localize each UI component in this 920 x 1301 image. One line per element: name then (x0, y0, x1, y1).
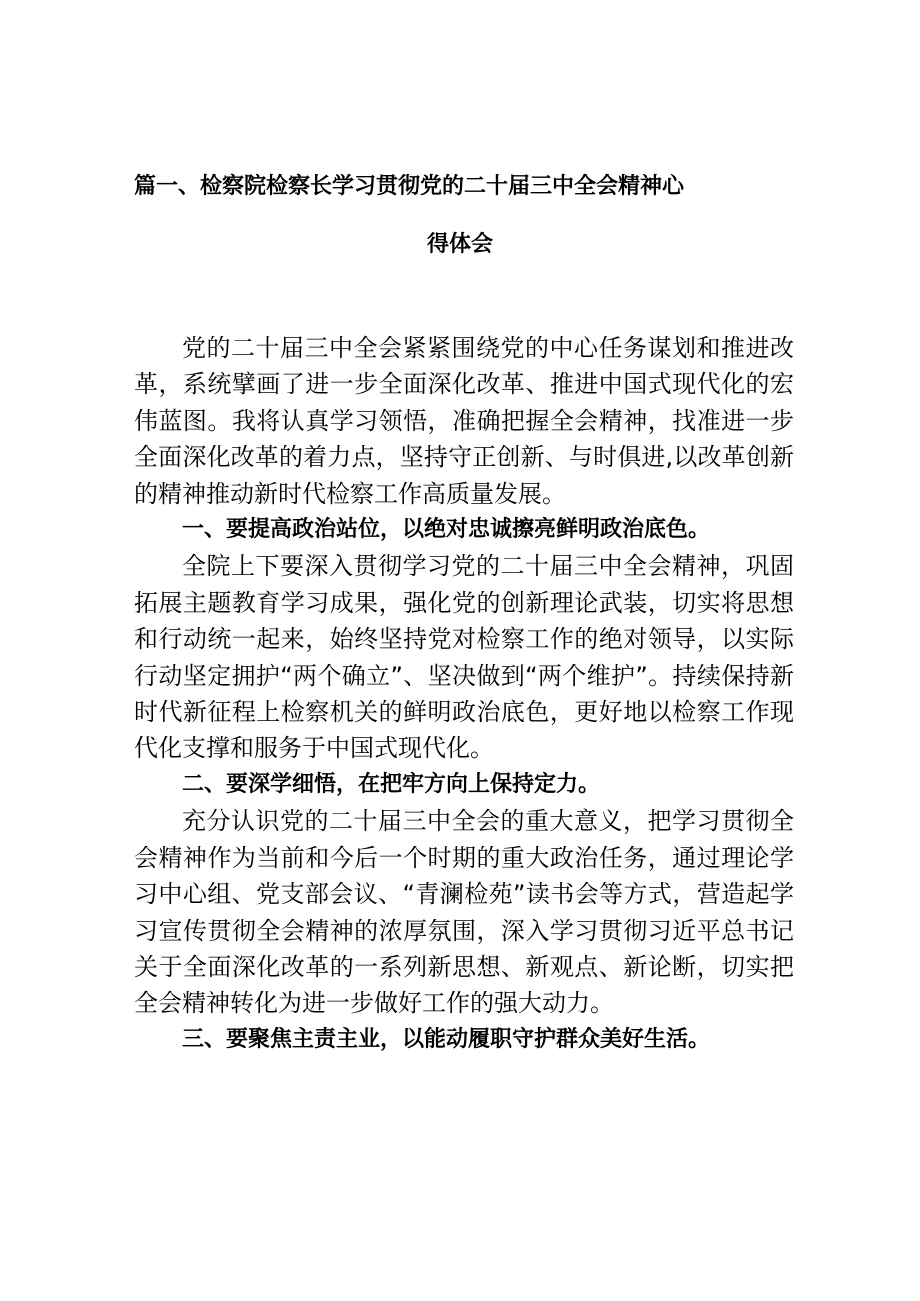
document-body (134, 330, 794, 1058)
intro-paragraph: 党的二十届三中全会紧紧围绕党的中心任务谋划和推进改革，系统擘画了进一步全面深化改革、推进中国式现代化的宏伟蓝图。我将认真学习领悟，准确把握全会精神，找准进一步全面深化改革的着力点，坚持守正创新、与时俱进,以改革创新的精神推动新时代检察工作高质量发展。 (134, 334, 794, 508)
section-1-paragraph: 全院上下要深入贯彻学习党的二十届三中全会精神，巩固拓展主题教育学习成果，强化党的创新理论武装，切实将思想和行动统一起来，始终坚持党对检察工作的绝对领导，以实际行动坚定拥护“两个确立”、坚决做到“两个维护”。持续保持新时代新征程上检察机关的鲜明政治底色，更好地以检察工作现代化支撑和服务于中国式现代化。 (134, 552, 794, 763)
section-2-heading: 二、要深学细悟，在把牢方向上保持定力。 (182, 771, 601, 797)
section-3-heading: 三、要聚焦主责主业，以能动履职守护群众美好生活。 (182, 1026, 711, 1052)
document-title-line2: 得体会 (426, 232, 493, 257)
section-1-heading: 一、要提高政治站位，以绝对忠诚擦亮鲜明政治底色。 (182, 517, 711, 543)
section-2-paragraph: 充分认识党的二十届三中全会的重大意义，把学习贯彻全会精神作为当前和今后一个时期的重大政治任务，通过理论学习中心组、党支部会议、“青澜检苑”读书会等方式，营造起学习宣传贯彻全会精神的浓厚氛围，深入学习贯彻习近平总书记关于全面深化改革的一系列新思想、新观点、新论断，切实把全会精神转化为进一步做好工作的强大动力。 (134, 807, 794, 1018)
document-title-line1: 篇一、检察院检察长学习贯彻党的二十届三中全会精神心 (134, 174, 685, 199)
